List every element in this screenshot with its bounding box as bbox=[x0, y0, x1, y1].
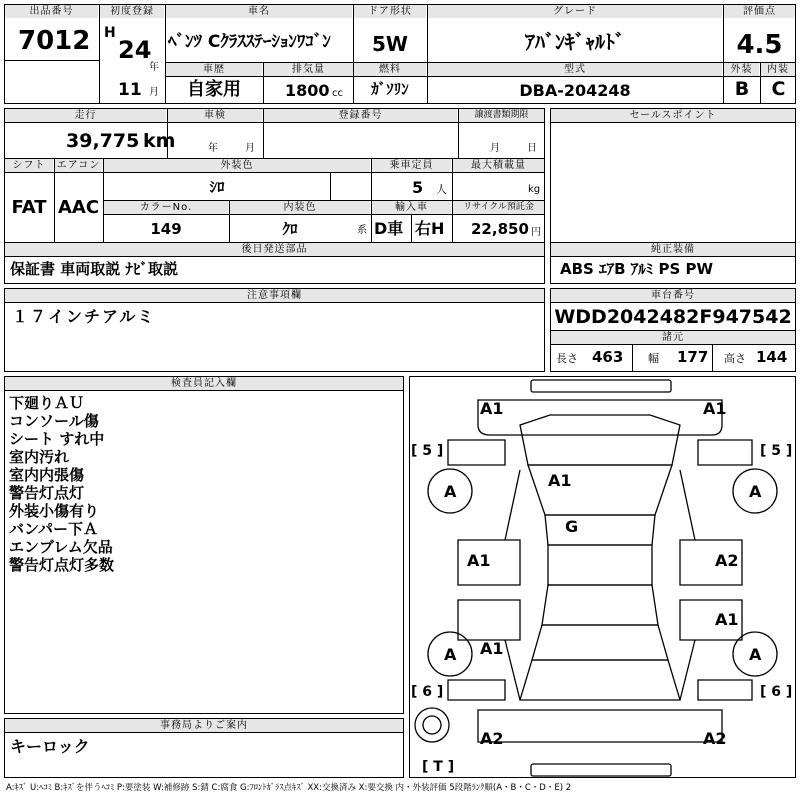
model-label: 型式 bbox=[428, 63, 722, 76]
hei-value: 144 bbox=[756, 348, 788, 366]
recycle: 22,850 bbox=[471, 220, 529, 238]
diagram-bracket: [ 6 ] bbox=[411, 684, 444, 700]
diagram-mark: A bbox=[444, 645, 457, 664]
inspector-line: 下廻りＡＵ bbox=[9, 394, 85, 412]
regno-label: 登録番号 bbox=[264, 109, 457, 122]
chassis-no: WDD2042482F947542 bbox=[554, 306, 792, 328]
inspector-line: 室内内張傷 bbox=[9, 466, 85, 484]
cc-unit: cc bbox=[332, 88, 343, 99]
office-label: 事務局よりご案内 bbox=[5, 719, 403, 732]
colorno-label: カラーNo. bbox=[104, 201, 228, 214]
diagram-bracket: [ 5 ] bbox=[760, 443, 793, 459]
diagram-mark: A bbox=[444, 482, 457, 501]
inspector-notes bbox=[9, 394, 114, 574]
color: ｼﾛ bbox=[209, 178, 225, 196]
intcolor: ｸﾛ bbox=[282, 220, 298, 238]
fuel: ｶﾞｿﾘﾝ bbox=[371, 80, 409, 98]
load-label: 最大積載量 bbox=[453, 159, 544, 172]
len-label: 長さ bbox=[556, 352, 578, 365]
diagram-mark: A1 bbox=[467, 551, 491, 570]
reg-year: 24 bbox=[118, 36, 152, 64]
import-label: 輸入車 bbox=[372, 201, 451, 214]
grade: ｱﾊﾞﾝｷﾞｬﾙﾄﾞ bbox=[525, 30, 625, 54]
diagram-mark: A2 bbox=[703, 729, 727, 748]
car-diagram bbox=[409, 376, 796, 778]
insp-year-unit: 年 bbox=[208, 143, 218, 154]
insp-month-unit: 月 bbox=[245, 143, 255, 154]
reg-label: 初度登録 bbox=[100, 5, 164, 18]
hei-label: 高さ bbox=[724, 352, 746, 365]
grade-label: グレード bbox=[428, 5, 722, 18]
int-label: 内装 bbox=[761, 63, 795, 76]
lot-no-label: 出品番号 bbox=[5, 5, 98, 18]
reg-year-unit: 年 bbox=[149, 62, 159, 73]
diagram-bracket: [ 6 ] bbox=[760, 684, 793, 700]
displacement-label: 排気量 bbox=[264, 63, 353, 76]
inspector-line: バンパー下Ａ bbox=[9, 520, 98, 538]
mileage-label: 走行 bbox=[5, 109, 166, 122]
reg-month-unit: 月 bbox=[149, 87, 159, 98]
color-label: 外装色 bbox=[104, 159, 370, 172]
diagram-bracket: [ 5 ] bbox=[411, 443, 444, 459]
inspector-line: コンソール傷 bbox=[9, 412, 99, 430]
km-unit: km bbox=[143, 130, 176, 152]
spec-label: 諸元 bbox=[551, 331, 795, 344]
lot-no: 7012 bbox=[18, 26, 91, 56]
office-text: キーロック bbox=[10, 737, 90, 756]
colorno: 149 bbox=[150, 220, 182, 238]
capacity: 5 bbox=[412, 178, 424, 197]
diagram-mark: A2 bbox=[480, 729, 504, 748]
sales-point-block bbox=[550, 108, 796, 284]
displacement: 1800 bbox=[285, 81, 330, 100]
reg-era: H bbox=[104, 25, 116, 41]
transfer-month-unit: 月 bbox=[490, 143, 500, 154]
history-label: 車歴 bbox=[166, 63, 262, 76]
sales-label: セールスポイント bbox=[551, 109, 795, 122]
eval-score: 4.5 bbox=[736, 30, 783, 60]
int-grade: C bbox=[771, 78, 786, 100]
ac: AAC bbox=[57, 197, 100, 218]
wid-label: 幅 bbox=[648, 352, 659, 365]
transfer-label: 譲渡書類期限 bbox=[459, 109, 544, 122]
ext-grade: B bbox=[734, 78, 750, 100]
ext-label: 外装 bbox=[724, 63, 759, 76]
inspector-label: 検査員記入欄 bbox=[5, 377, 403, 390]
kg-unit: kg bbox=[528, 184, 541, 195]
import-r: 右H bbox=[415, 219, 445, 238]
inspector-line: エンブレム欠品 bbox=[9, 538, 113, 556]
diagram-mark: A1 bbox=[703, 399, 727, 418]
footer-legend: A:ｷｽﾞ U:ﾍｺﾐ B:ｷｽﾞを伴うﾍｺﾐ P:要塗装 W:補修跡 S:錆 C:腐食 G:ﾌﾛﾝﾄｶﾞﾗｽ点ｷｽﾞ XX:交換済み X:要交換 内・外装評価 5段階ﾗﾝｸ順(A・B・C・D・E) 2 bbox=[6, 783, 572, 793]
diagram-mark: A1 bbox=[480, 399, 504, 418]
car-name: ﾍﾞﾝﾂ Cｸﾗｽｽﾃｰｼｮﾝﾜｺﾞﾝ bbox=[168, 32, 331, 52]
diagram-mark: A1 bbox=[548, 471, 572, 490]
diagram-mark: A bbox=[749, 645, 762, 664]
shift-label: シフト bbox=[5, 159, 53, 172]
reg-month: 11 bbox=[118, 80, 142, 100]
wid-value: 177 bbox=[677, 348, 709, 366]
shift: FAT bbox=[11, 197, 47, 218]
ac-label: エアコン bbox=[56, 160, 101, 171]
door: 5W bbox=[372, 32, 408, 56]
diagram-mark: G bbox=[565, 517, 579, 536]
notes-label: 注意事項欄 bbox=[5, 289, 544, 302]
inspector-line: シート すれ中 bbox=[9, 430, 105, 448]
diagram-mark: A1 bbox=[480, 639, 504, 658]
inspector-line: 警告灯点灯 bbox=[9, 484, 85, 502]
inspector-line: 室内汚れ bbox=[9, 448, 70, 466]
later-parts: 保証書 車両取説 ﾅﾋﾞ取説 bbox=[10, 260, 178, 278]
equip-label: 純正装備 bbox=[551, 243, 795, 256]
diagram-bracket: [ T ] bbox=[422, 759, 455, 775]
history: 自家用 bbox=[187, 79, 241, 100]
eval-label: 評価点 bbox=[724, 5, 795, 18]
person-unit: 人 bbox=[436, 183, 447, 196]
inspector-line: 外装小傷有り bbox=[9, 502, 100, 520]
diagram-mark: A2 bbox=[715, 551, 739, 570]
recycle-label: リサイクル預託金 bbox=[453, 201, 544, 214]
capacity-label: 乗車定員 bbox=[372, 159, 451, 172]
equipment: ABS ｴｱB ｱﾙﾐ PS PW bbox=[560, 260, 714, 278]
inspection-label: 車検 bbox=[168, 109, 262, 122]
chassis-label: 車台番号 bbox=[551, 289, 795, 302]
len-value: 463 bbox=[592, 348, 624, 366]
import-d: D車 bbox=[374, 219, 404, 238]
kei-unit: 系 bbox=[357, 225, 367, 236]
mileage: 39,775 bbox=[66, 130, 140, 152]
model: DBA-204248 bbox=[519, 81, 631, 100]
later-label: 後日発送部品 bbox=[5, 243, 544, 256]
fuel-label: 燃料 bbox=[354, 63, 426, 76]
door-label: ドア形状 bbox=[354, 5, 426, 18]
yen-unit: 円 bbox=[531, 227, 541, 238]
transfer-day-unit: 日 bbox=[527, 143, 537, 154]
intcolor-label: 内装色 bbox=[230, 201, 370, 214]
diagram-mark: A bbox=[749, 482, 762, 501]
car-name-label: 車名 bbox=[166, 5, 352, 18]
notes-text: １７インチアルミ bbox=[12, 307, 156, 326]
inspector-line: 警告灯点灯多数 bbox=[9, 556, 115, 574]
diagram-mark: A1 bbox=[715, 610, 739, 629]
